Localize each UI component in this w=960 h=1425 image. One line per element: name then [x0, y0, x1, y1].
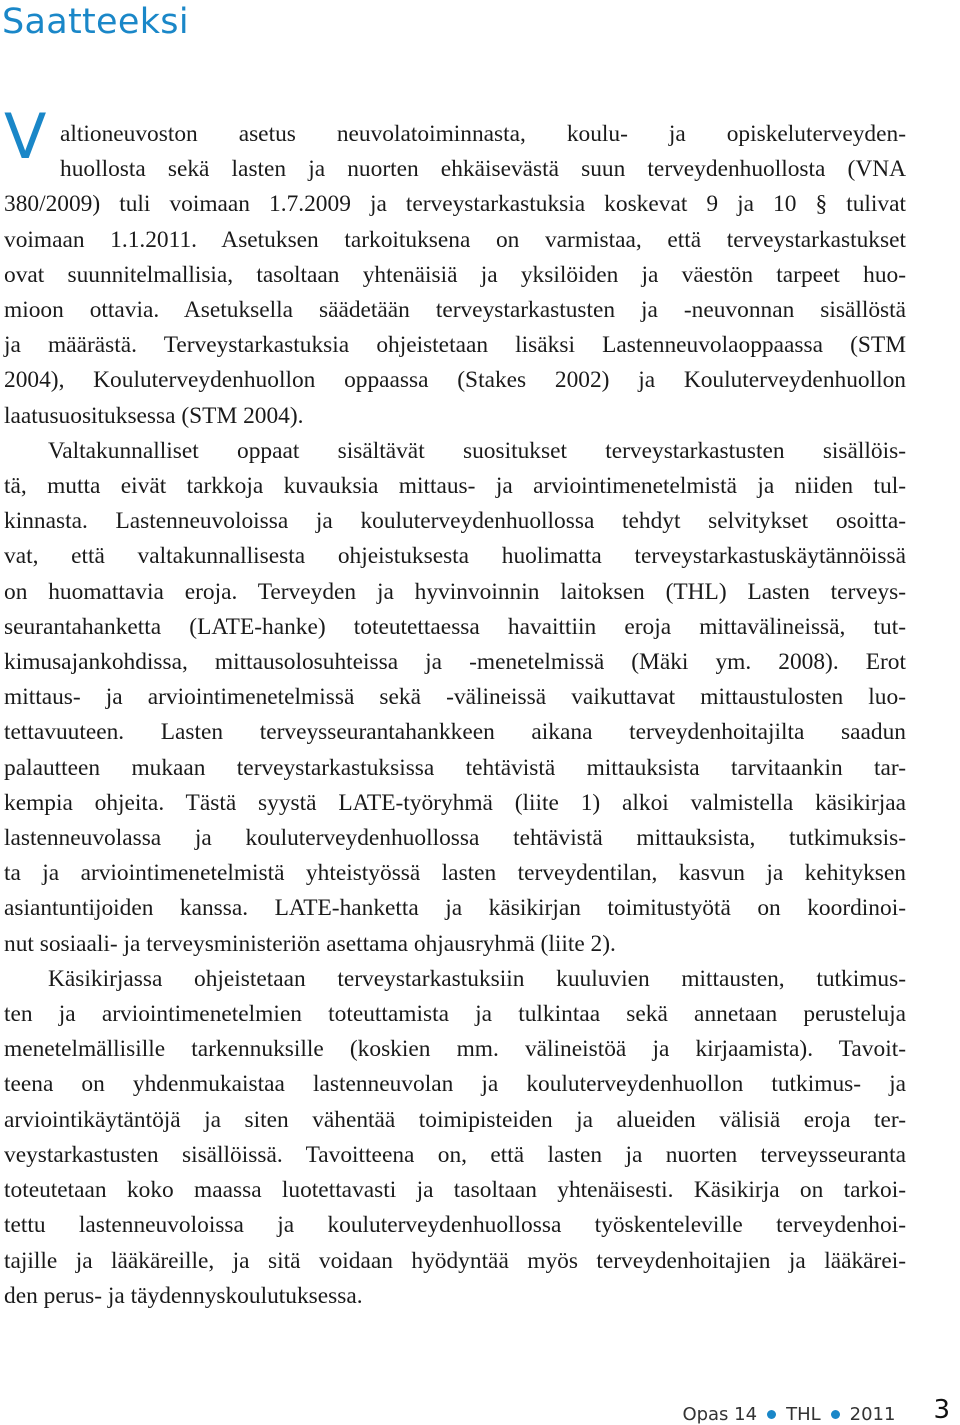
text-line: kinnasta. Lastenneuvoloissa ja kouluterveydenhuollossa tehdyt selvitykset osoitta-	[4, 508, 906, 535]
text-line: huollosta sekä lasten ja nuorten ehkäisevästä suun terveydenhuollosta (VNA	[60, 156, 906, 183]
text-line: altioneuvoston asetus neuvolatoiminnasta, koulu- ja opiskeluterveyden-	[60, 121, 906, 147]
text-line: arviointikäytäntöjä ja siten vähentää toimipisteiden ja alueiden välisiä eroja ter-	[4, 1106, 906, 1133]
text-line: asiantuntijoiden kanssa. LATE-hanketta ja käsikirjan toimitustyötä on koordinoi-	[4, 895, 906, 922]
footer-separator-dot	[767, 1410, 776, 1419]
text-line: tettavuuteen. Lasten terveysseurantahankkeen aikana terveydenhoitajilta saadun	[4, 719, 906, 746]
footer-separator-dot	[831, 1410, 840, 1419]
page-title: Saatteeksi	[2, 2, 189, 42]
text-line: kempia ohjeita. Tästä syystä LATE-työryhmä (liite 1) alkoi valmistella käsikirjaa	[4, 789, 906, 816]
text-line: 2004), Kouluterveydenhuollon oppaassa (Stakes 2002) ja Kouluterveydenhuollon	[4, 367, 906, 394]
text-line: kimusajankohdissa, mittausolosuhteissa ja -menetelmissä (Mäki ym. 2008). Erot	[4, 649, 906, 676]
text-line: laatusuosituksessa (STM 2004).	[4, 402, 304, 429]
footer-year: 2011	[849, 1404, 896, 1425]
text-line: toteutetaan koko maassa luotettavasti ja tasoltaan yhtenäisesti. Käsikirja on tarkoi-	[4, 1177, 906, 1204]
footer-publisher: THL	[786, 1404, 821, 1425]
text-line: ja määrästä. Terveystarkastuksia ohjeistetaan lisäksi Lastenneuvolaoppaassa (STM	[4, 332, 906, 359]
text-line: lastenneuvolassa ja kouluterveydenhuollossa tehtävistä mittauksista, tutkimuksis-	[4, 825, 906, 852]
drop-cap: V	[4, 100, 47, 173]
page-footer	[682, 1383, 950, 1425]
text-line: vat, että valtakunnallisesta ohjeistuksesta huolimatta terveystarkastuskäytännöissä	[4, 543, 906, 570]
text-line: teena on yhdenmukaistaa lastenneuvolan ja kouluterveydenhuollon tutkimus- ja	[4, 1071, 906, 1098]
text-line: menetelmällisille tarkennuksille (koskien mm. välineistöä ja kirjaamista). Tavoit-	[4, 1036, 906, 1063]
text-line: ovat suunnitelmallisia, tasoltaan yhtenäisiä ja yksilöiden ja väestön tarpeet huo-	[4, 261, 906, 288]
body-text	[4, 100, 906, 1314]
page-number: 3	[933, 1395, 950, 1425]
text-line: palautteen mukaan terveystarkastuksissa tehtävistä mittauksista tarvitaankin tar-	[4, 754, 906, 781]
text-line: ten ja arviointimenetelmien toteuttamista ja tulkintaa sekä annetaan perusteluja	[4, 1001, 906, 1028]
text-line: tajille ja lääkäreille, ja sitä voidaan hyödyntää myös terveydenhoitajien ja lääkärei-	[4, 1247, 906, 1274]
text-line: Valtakunnalliset oppaat sisältävät suositukset terveystarkastusten sisällöis-	[48, 437, 906, 464]
text-line: tä, mutta eivät tarkkoja kuvauksia mittaus- ja arviointimenetelmistä ja niiden tul-	[4, 473, 906, 500]
text-line: on huomattavia eroja. Terveyden ja hyvinvoinnin laitoksen (THL) Lasten terveys-	[4, 578, 906, 605]
text-line: 380/2009) tuli voimaan 1.7.2009 ja terveystarkastuksia koskevat 9 ja 10 § tulivat	[4, 191, 906, 218]
text-line: den perus- ja täydennyskoulutuksessa.	[4, 1282, 363, 1309]
text-line: Käsikirjassa ohjeistetaan terveystarkastuksiin kuuluvien mittausten, tutkimus-	[48, 965, 906, 992]
text-line: seurantahanketta (LATE-hanke) toteutettaessa havaittiin eroja mittavälineissä, tut-	[4, 613, 906, 640]
text-line: ta ja arviointimenetelmistä yhteistyössä lasten terveydentilan, kasvun ja kehityksen	[4, 860, 906, 887]
text-line: veystarkastusten sisällöissä. Tavoitteena on, että lasten ja nuorten terveysseuranta	[4, 1141, 906, 1168]
text-line: mioon ottavia. Asetuksella säädetään terveystarkastusten ja -neuvonnan sisällöstä	[4, 297, 906, 324]
text-line: voimaan 1.1.2011. Asetuksen tarkoituksena on varmistaa, että terveystarkastukset	[4, 226, 906, 253]
text-line: nut sosiaali- ja terveysministeriön asettama ohjausryhmä (liite 2).	[4, 930, 616, 957]
text-line: tettu lastenneuvoloissa ja kouluterveydenhuollossa työskenteleville terveydenhoi-	[4, 1212, 906, 1239]
text-line: mittaus- ja arviointimenetelmissä sekä -välineissä vaikuttavat mittaustulosten luo-	[4, 684, 906, 711]
footer-series: Opas 14	[682, 1404, 758, 1425]
